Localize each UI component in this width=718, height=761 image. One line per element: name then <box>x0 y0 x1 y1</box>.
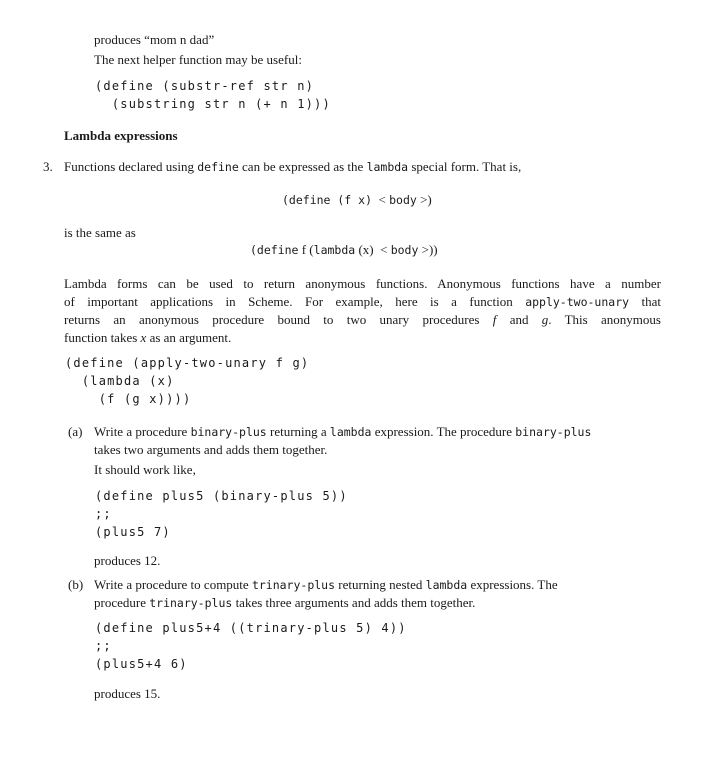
same-as-text: is the same as <box>64 225 136 240</box>
part-b-label: (b) <box>68 577 84 592</box>
helper-intro: The next helper function may be useful: <box>94 52 302 67</box>
part-a-code-line-3: (plus5 7) <box>95 525 171 539</box>
code-line-1: (define (apply-two-unary f g) <box>65 356 310 370</box>
part-b-code-line-3: (plus5+4 6) <box>95 657 188 671</box>
display-equation-2: (define f (lambda (x) < body >)) <box>250 242 438 257</box>
part-b-produces: produces 15. <box>94 686 161 701</box>
section-heading: Lambda expressions <box>64 128 178 143</box>
problem-number: 3. <box>43 159 53 174</box>
part-b-line-1: Write a procedure to compute trinary-plus returning nested lambda expressions. The <box>94 577 558 592</box>
part-a-label: (a) <box>68 424 83 439</box>
paragraph-line-3: returns an anonymous procedure bound to two unary procedures f and g. This anonymous <box>64 312 661 327</box>
part-b-code-line-2: ;; <box>95 639 112 653</box>
paragraph-line-1: Lambda forms can be used to return anonymous functions. Anonymous functions have a number <box>64 276 661 291</box>
part-a-code-line-1: (define plus5 (binary-plus 5)) <box>95 489 348 503</box>
paragraph-line-2: of important applications in Scheme. For example, here is a function apply-two-unary that <box>64 294 661 309</box>
problem3-line-1: Functions declared using define can be expressed as the lambda special form. That is, <box>64 159 522 174</box>
part-a-line-1: Write a procedure binary-plus returning a lambda expression. The procedure binary-plus <box>94 424 592 439</box>
code-line-3: (f (g x)))) <box>65 392 192 406</box>
helper-code-line-2: (substring str n (+ n 1))) <box>95 97 331 111</box>
part-b-code-line-1: (define plus5+4 ((trinary-plus 5) 4)) <box>95 621 407 635</box>
part-a-line-3: It should work like, <box>94 462 196 477</box>
produces-mom-n-dad: produces “mom n dad” <box>94 32 215 47</box>
code-line-2: (lambda (x) <box>65 374 175 388</box>
paragraph-line-4: function takes x as an argument. <box>64 330 232 345</box>
part-a-code-line-2: ;; <box>95 507 112 521</box>
part-a-line-2: takes two arguments and adds them together. <box>94 442 328 457</box>
part-a-produces: produces 12. <box>94 553 161 568</box>
display-equation-1: (define (f x) < body >) <box>282 192 432 207</box>
part-b-line-2: procedure trinary-plus takes three arguments and adds them together. <box>94 595 476 610</box>
helper-code-line-1: (define (substr-ref str n) <box>95 79 315 93</box>
